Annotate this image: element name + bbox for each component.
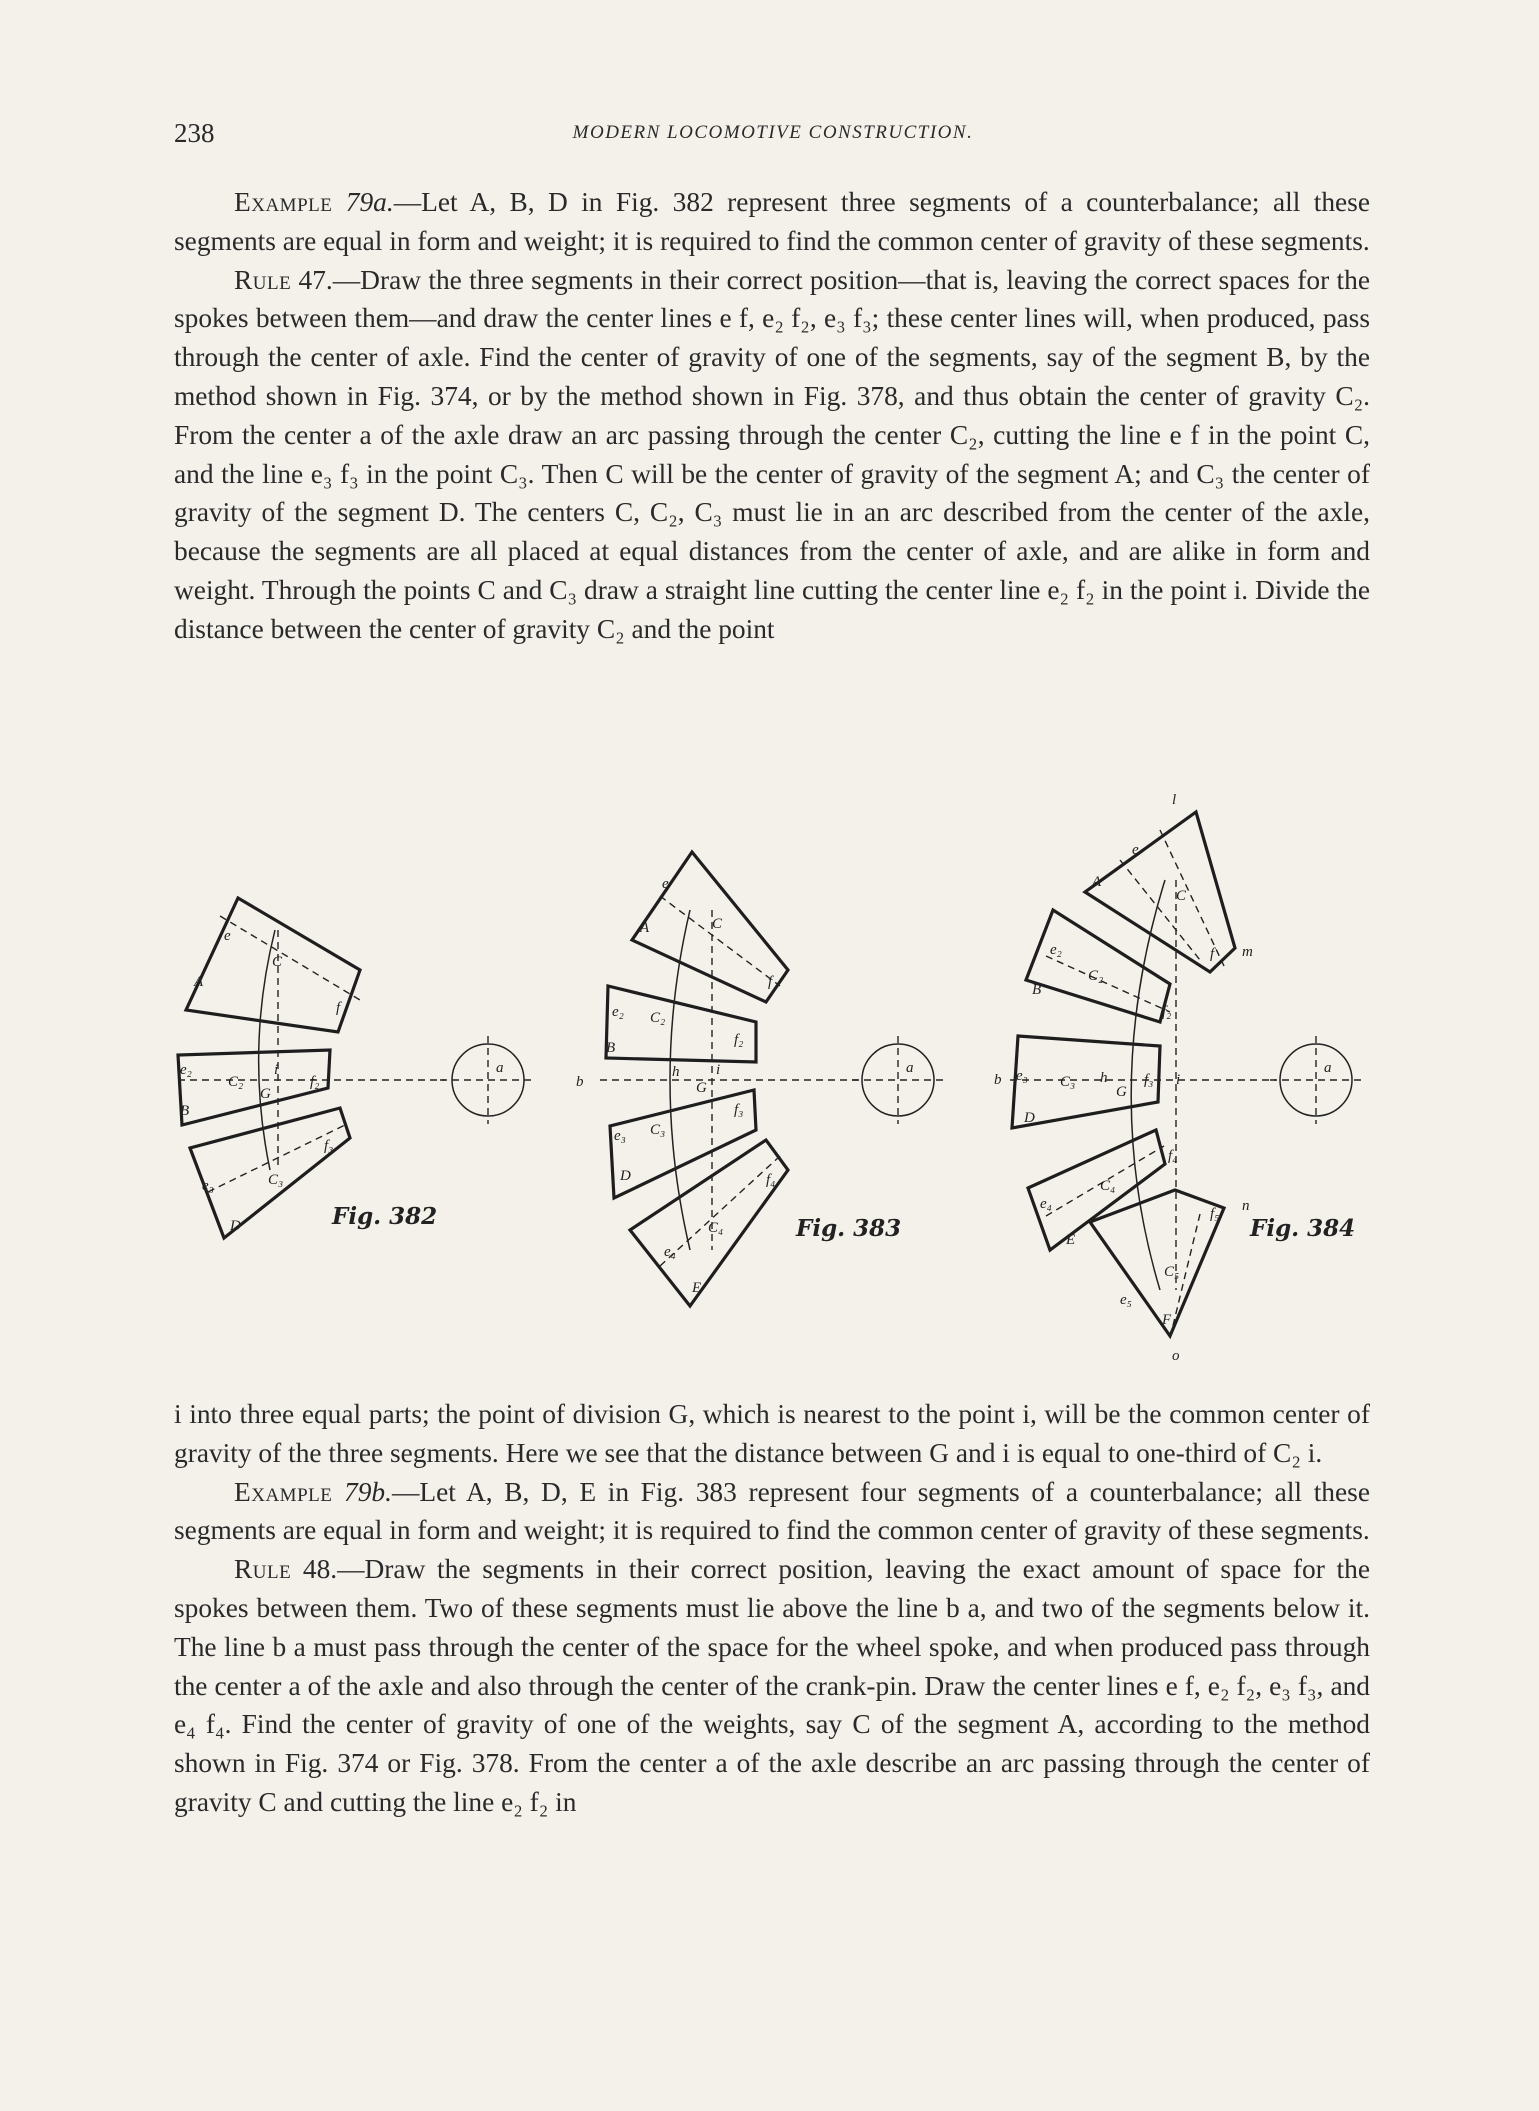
label-f2-384: f₂ — [1162, 1004, 1172, 1020]
segment-b-382 — [178, 1050, 330, 1125]
label-b-384: b — [994, 1072, 1002, 1088]
segment-b-383 — [606, 986, 756, 1062]
caption-fig-382: Fig. 382 — [332, 1203, 438, 1230]
label-c3-383: C₃ — [650, 1122, 666, 1138]
label-f3-383: f₃ — [734, 1102, 744, 1118]
label-n-384: n — [1242, 1198, 1250, 1214]
label-c4-383: C₄ — [708, 1220, 724, 1236]
label-c2-384: C₂ — [1088, 968, 1104, 984]
label-o-384: o — [1172, 1348, 1180, 1364]
label-e-382: e — [224, 928, 231, 944]
label-segment-a-384: A — [1092, 874, 1102, 890]
label-m-384: m — [1242, 944, 1253, 960]
rule-number: 48. — [302, 1554, 338, 1585]
label-segment-e-384: E — [1066, 1232, 1076, 1248]
paragraph-example-79a — [174, 183, 1370, 261]
label-g-382: G — [260, 1086, 271, 1102]
running-title: MODERN LOCOMOTIVE CONSTRUCTION. — [572, 122, 974, 143]
label-e2-383: e₂ — [612, 1004, 624, 1020]
paragraph-example-79b — [174, 1473, 1370, 1551]
label-segment-d-383: D — [620, 1168, 631, 1184]
label-f4-384: f₄ — [1168, 1148, 1178, 1164]
label-f2-383: f₂ — [734, 1032, 744, 1048]
label-e2-382: e₂ — [180, 1062, 192, 1078]
label-a-384: a — [1324, 1060, 1332, 1076]
label-h-384: h — [1100, 1070, 1108, 1086]
paragraph-rule-48 — [174, 1550, 1370, 1822]
label-f-382: f — [336, 1000, 341, 1016]
label-e4-383: e₄ — [664, 1244, 676, 1260]
label-segment-b-383: B — [606, 1040, 616, 1056]
rule-text: —Draw the segments in their correct position, leaving the exact amount of space for the spokes between them. Two of these segments must lie above the line b a, and two of the segments below it. The line b a must pass through the center of the space for the wheel spoke, and when produced pass through the center a of the axle and also through the center of the crank-pin. Draw the center lines e f, e₂ f₂, e₃ f₃, and e₄ f₄. Find the center of gravity of one of the weights, say C of the segment A, according to the method shown in Fig. 374 or Fig. 378. From the center a of the axle describe an arc passing through the center of gravity C and cutting the line e₂ f₂ in — [174, 1554, 1370, 1817]
label-i-382: i — [274, 1062, 279, 1078]
label-f3-384: f₃ — [1144, 1072, 1154, 1088]
example-number: 79a. — [345, 187, 394, 217]
rule-lead: Rule — [234, 1554, 292, 1585]
label-c-382: C — [272, 954, 283, 970]
label-l-384: l — [1172, 792, 1177, 808]
label-f4-383: f₄ — [766, 1172, 776, 1188]
segment-f-384 — [1090, 1190, 1224, 1336]
segment-b-384 — [1026, 910, 1170, 1022]
figures-382-383-384 — [160, 790, 1390, 1380]
label-f5-384: f₅ — [1210, 1206, 1220, 1222]
label-segment-f-384: F — [1162, 1312, 1172, 1328]
label-c4-384: C₄ — [1100, 1178, 1116, 1194]
label-a-382: a — [496, 1060, 504, 1076]
example-text: —Let A, B, D, E in Fig. 383 represent four segments of a counterbalance; all these segments are equal in form and weight; it is required to find the common center of gravity of these segments. — [174, 1476, 1370, 1546]
rule-text: —Draw the three segments in their correct position—that is, leaving the correct spaces for the spokes between them—and draw the center lines e f, e₂ f₂, e₃ f₃; these center lines will, when produced, pass through the center of axle. Find the center of gravity of one of the segments, say of the segment B, by the method shown in Fig. 374, or by the method shown in Fig. 378, and thus obtain the center of gravity C₂. From the center a of the axle draw an arc passing through the center C₂, cutting the line e f in the point C, and the line e₃ f₃ in the point C₃. Then C will be the center of gravity of the segment A; and C₃ the center of gravity of the segment D. The centers C, C₂, C₃ must lie in an arc described from the center of the axle, because the segments are all placed at equal distances from the center of axle, and are alike in form and weight. Through the points C and C₃ draw a straight line cutting the center line e₂ f₂ in the point i. Divide the distance between the center of gravity C₂ and the point — [174, 264, 1370, 644]
paragraph-rule-47 — [174, 261, 1370, 649]
label-segment-a-382: A — [194, 974, 204, 990]
center-line-e2f2-384 — [1046, 956, 1170, 1012]
label-f-383: f — [768, 974, 773, 990]
label-g-383: G — [696, 1080, 707, 1096]
paragraph-continuation: i into three equal parts; the point of division G, which is nearest to the point i, will be the common center of gravity of the three segments. Here we see that the distance between G and i is equal to one-third of C₂ i. — [174, 1399, 1370, 1468]
example-text: —Let A, B, D in Fig. 382 represent three segments of a counterbalance; all these segments are equal in form and weight; it is required to find the common center of gravity of these segments. — [174, 187, 1370, 256]
rule-number: 47. — [298, 264, 333, 295]
label-e3-384: e₃ — [1016, 1068, 1028, 1084]
text-block-bottom — [174, 1395, 1370, 1822]
label-e2-384: e₂ — [1050, 942, 1062, 958]
example-lead: Example — [234, 1476, 333, 1507]
label-c5-384: C₅ — [1164, 1264, 1180, 1280]
figure-383 — [576, 852, 944, 1306]
center-line-e4f4-383 — [660, 1156, 780, 1266]
label-c2-382: C₂ — [228, 1074, 244, 1090]
label-e3-383: e₃ — [614, 1128, 626, 1144]
label-c3-382: C₃ — [268, 1172, 284, 1188]
example-lead: Example — [234, 187, 333, 217]
text-block-top — [174, 183, 1370, 649]
label-segment-b-384: B — [1032, 982, 1042, 998]
label-segment-a-383: A — [640, 920, 650, 936]
label-e4-384: e₄ — [1040, 1196, 1052, 1212]
label-e5-384: e₅ — [1120, 1292, 1132, 1308]
running-head — [174, 118, 1372, 158]
segment-a-383 — [632, 852, 788, 1002]
label-g-384: G — [1116, 1084, 1127, 1100]
label-c2-383: C₂ — [650, 1010, 666, 1026]
label-segment-b-382: B — [180, 1103, 190, 1119]
figure-384 — [994, 792, 1362, 1364]
figures-svg — [160, 790, 1390, 1380]
label-f3-382: f₃ — [324, 1138, 334, 1154]
label-segment-d-384: D — [1024, 1110, 1035, 1126]
label-c-383: C — [712, 916, 723, 932]
page-number: 238 — [174, 118, 215, 148]
caption-fig-384: Fig. 384 — [1250, 1215, 1356, 1242]
label-b-383: b — [576, 1074, 584, 1090]
label-e-384: e — [1132, 842, 1139, 858]
figure-382 — [178, 898, 534, 1238]
center-line-ef-384 — [1120, 860, 1200, 960]
label-h-383: h — [672, 1064, 680, 1080]
label-c3-384: C₃ — [1060, 1074, 1076, 1090]
label-c-384: C — [1176, 888, 1187, 904]
label-segment-d-382: D — [230, 1218, 241, 1234]
label-f2-382: f₂ — [310, 1074, 320, 1090]
caption-fig-383: Fig. 383 — [796, 1215, 902, 1242]
rule-lead: Rule — [234, 264, 292, 295]
label-i-384: i — [1176, 1072, 1181, 1088]
label-e3-382: e₃ — [202, 1178, 214, 1194]
label-e-383: e — [662, 876, 669, 892]
example-number: 79b. — [344, 1476, 392, 1507]
label-segment-e-383: E — [692, 1280, 702, 1296]
label-i-383: i — [716, 1062, 721, 1078]
label-a-383: a — [906, 1060, 914, 1076]
label-f-384: f — [1210, 946, 1215, 962]
